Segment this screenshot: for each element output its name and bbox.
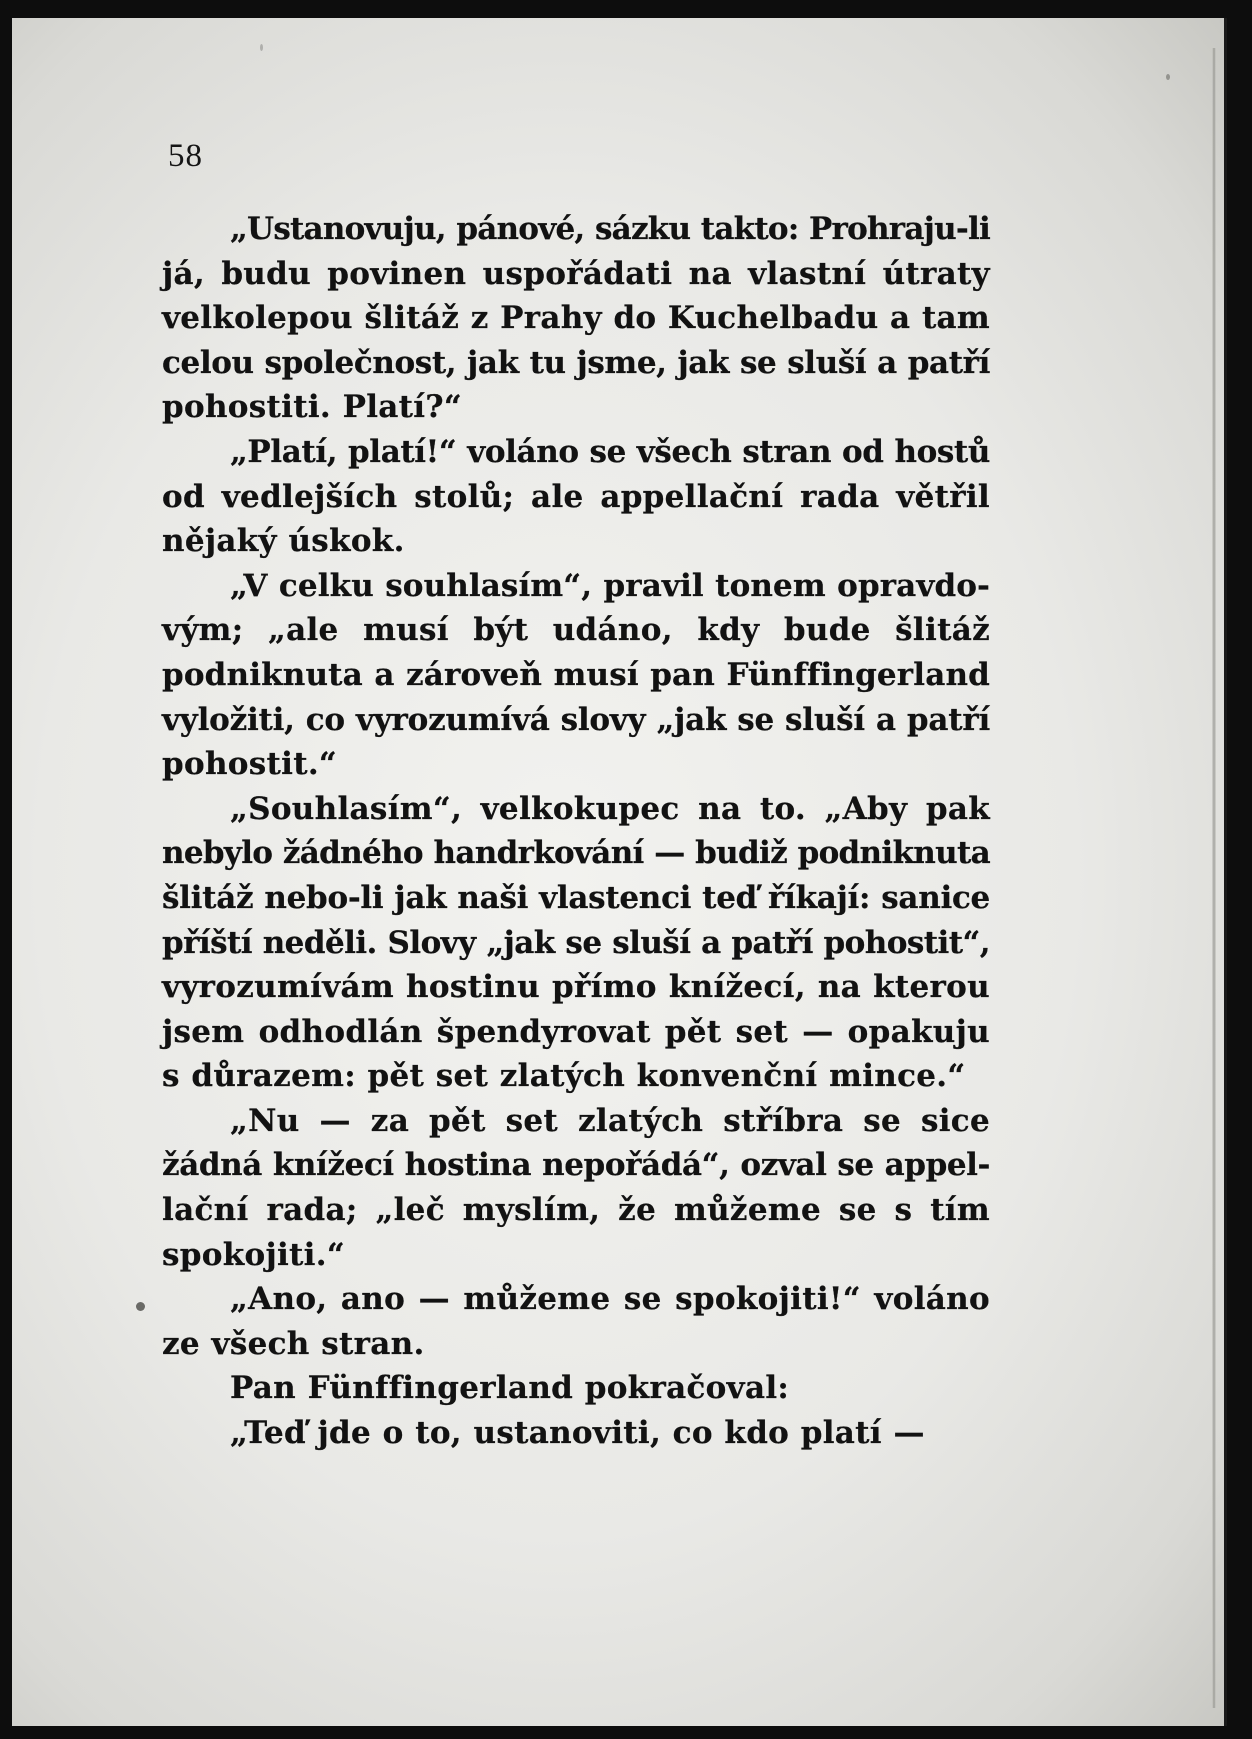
text-line: já, budu povinen uspořádati na vlastní útraty [162, 255, 990, 292]
paragraph [162, 207, 990, 430]
text-line: „Teď jde o to, ustanoviti, co kdo platí — [230, 1415, 925, 1452]
text-line: vým; „ale musí být udáno, kdy bude šlitáž [162, 612, 990, 649]
text-line: pohostiti. Platí?“ [162, 389, 462, 426]
body-text [162, 207, 990, 1456]
paragraph [162, 1411, 990, 1456]
text-line: ze všech stran. [162, 1325, 425, 1362]
text-line: vyložiti, co vyrozumívá slovy „jak se sluší a patří [162, 701, 990, 738]
text-line: nějaký úskok. [162, 523, 405, 560]
text-line: „V celku souhlasím“, pravil tonem opravdo- [230, 567, 990, 604]
text-line: „Ustanovuju, pánové, sázku takto: Prohraju-li [230, 211, 990, 247]
paragraph [162, 1099, 990, 1277]
paper-speck [136, 1302, 145, 1311]
text-line: žádná knížecí hostina nepořádá“, ozval se appel- [162, 1147, 990, 1184]
text-line: jsem odhodlán špendyrovat pět set — opakuju [162, 1013, 990, 1050]
paragraph [162, 1366, 990, 1411]
text-line: velkolepou šlitáž z Prahy do Kuchelbadu a tam [162, 300, 990, 337]
text-line: „Ano, ano — můžeme se spokojiti!“ voláno [230, 1281, 990, 1318]
text-line: celou společnost, jak tu jsme, jak se sluší a patří [162, 344, 990, 381]
text-line: „Nu — za pět set zlatých stříbra se sice [230, 1102, 990, 1139]
paragraph [162, 564, 990, 787]
text-line: spokojiti.“ [162, 1236, 345, 1273]
text-line: od vedlejších stolů; ale appellační rada větřil [162, 478, 990, 515]
text-line: „Platí, platí!“ voláno se všech stran od hostů [230, 433, 990, 470]
page-number: 58 [168, 138, 203, 174]
text-line: „Souhlasím“, velkokupec na to. „Aby pak [230, 790, 990, 827]
paper-speck [260, 44, 263, 51]
text-line: pohostit.“ [162, 746, 338, 783]
paragraph [162, 1277, 990, 1366]
text-line: s důrazem: pět set zlatých konvenční mince.“ [162, 1058, 966, 1095]
text-line: podniknuta a zároveň musí pan Fünffingerland [162, 656, 990, 693]
page-edge-shadow [1212, 48, 1216, 1708]
text-line: nebylo žádného handrkování — budiž podniknuta [162, 835, 990, 872]
text-line: vyrozumívám hostinu přímo knížecí, na kterou [162, 969, 990, 1006]
text-line: šlitáž nebo-li jak naši vlastenci teď říkají: sanice [162, 879, 990, 916]
paper-speck [1166, 74, 1170, 80]
text-line: Pan Fünffingerland pokračoval: [230, 1370, 790, 1407]
text-line: příští neděli. Slovy „jak se sluší a patří pohostit“, [162, 924, 990, 961]
paragraph [162, 787, 990, 1099]
paragraph [162, 430, 990, 564]
text-line: lační rada; „leč myslím, že můžeme se s tím [162, 1192, 990, 1229]
